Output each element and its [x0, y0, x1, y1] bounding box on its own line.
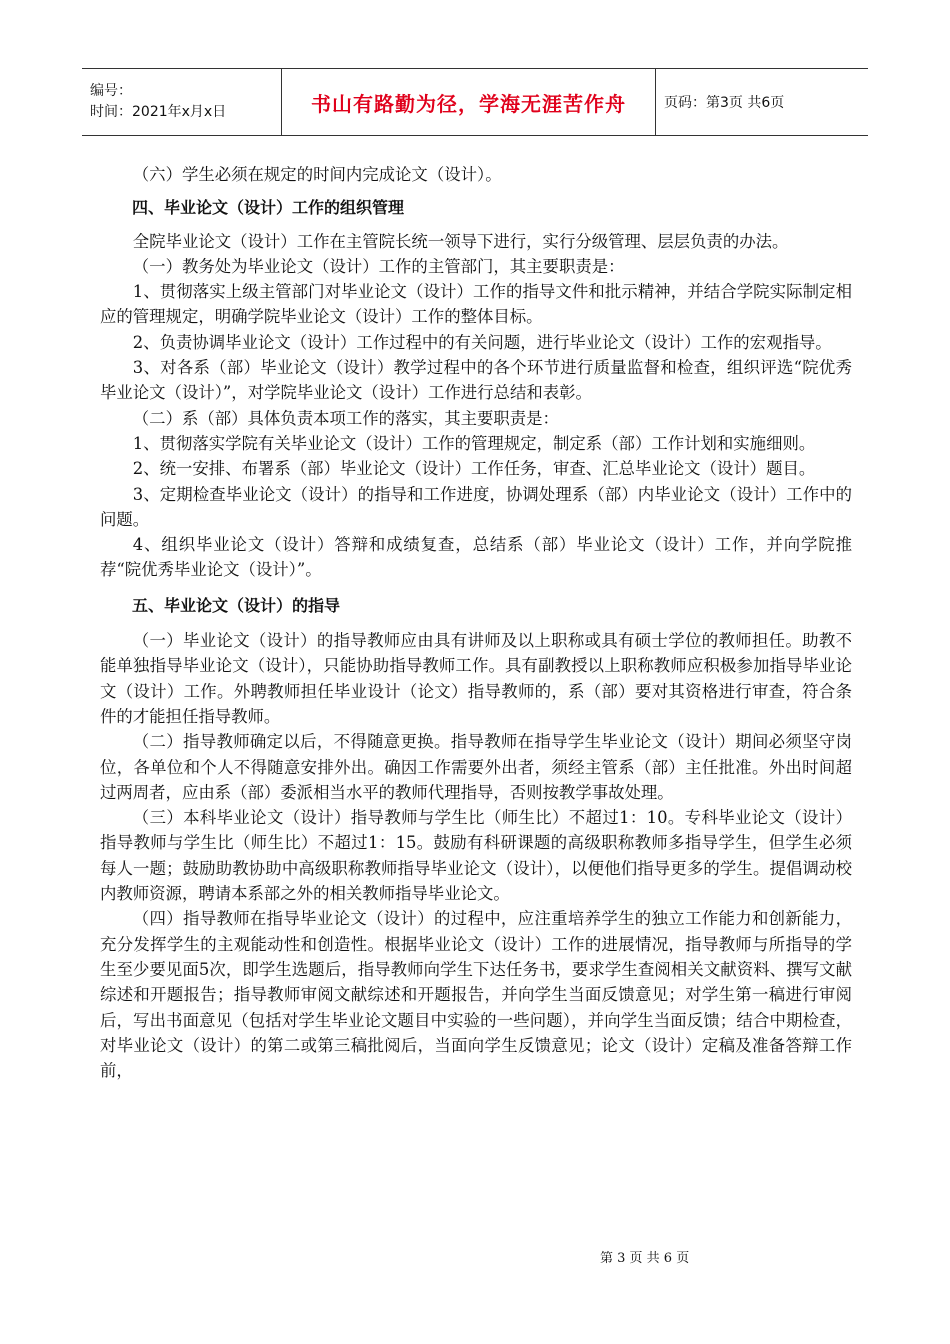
paragraph: （六）学生必须在规定的时间内完成论文（设计）。 [132, 165, 502, 184]
paragraph: 1、贯彻落实上级主管部门对毕业论文（设计）工作的指导文件和批示精神，并结合学院实际制定相应的管理规定，明确学院毕业论文（设计）工作的整体目标。 [100, 282, 852, 327]
paragraph: 3、对各系（部）毕业论文（设计）教学过程中的各个环节进行质量监督和检查，组织评选“院优秀毕业论文（设计）”，对学院毕业论文（设计）工作进行总结和表彰。 [100, 358, 852, 403]
paragraph: 4、组织毕业论文（设计）答辩和成绩复查，总结系（部）毕业论文（设计）工作，并向学院推荐“院优秀毕业论文（设计）”。 [100, 535, 852, 580]
paragraph: （三）本科毕业论文（设计）指导教师与学生比（师生比）不超过1：10。专科毕业论文（设计）指导教师与学生比（师生比）不超过1：15。鼓励有科研课题的高级职称教师多指导学生，但学生必须每人一题；鼓励助教协助中高级职称教师指导毕业论文（设计），以便他们指导更多的学生。提倡调动校内教师资源，聘请本系部之外的相关教师指导毕业论文。 [100, 808, 852, 904]
paragraph: （二）系（部）具体负责本项工作的落实，其主要职责是： [132, 408, 559, 428]
paragraph: 2、统一安排、布署系（部）毕业论文（设计）工作任务，审查、汇总毕业论文（设计）题目。 [132, 459, 816, 479]
paragraph: 全院毕业论文（设计）工作在主管院长统一领导下进行，实行分级管理、层层负责的办法。 [132, 231, 789, 251]
section-heading-4: 四、毕业论文（设计）工作的组织管理 [132, 198, 405, 218]
paragraph: （一）毕业论文（设计）的指导教师应由具有讲师及以上职称或具有硕士学位的教师担任。助教不能单独指导毕业论文（设计），只能协助指导教师工作。具有副教授以上职称教师应积极参加指导毕业论文（设计）工作。外聘教师担任毕业设计（论文）指导教师的，系（部）要对其资格进行审查，符合条件的才能担任指导教师。 [100, 631, 852, 726]
document-body [100, 162, 852, 1083]
header-page-info: 页码：第3页 共6页 [664, 95, 785, 111]
paragraph: （二）指导教师确定以后，不得随意更换。指导教师在指导学生毕业论文（设计）期间必须坚守岗位，各单位和个人不得随意安排外出。确因工作需要外出者，须经主管系（部）主任批准。外出时间超过两周者，应由系（部）委派相当水平的教师代理指导，否则按教学事故处理。 [100, 732, 852, 802]
page-footer: 第 3 页 共 6 页 [600, 1251, 690, 1266]
document-number: 编号： [90, 83, 132, 99]
document-time: 时间：2021年x月x日 [90, 104, 227, 120]
header-meta [82, 69, 282, 135]
page-header [82, 68, 868, 136]
paragraph: （一）教务处为毕业论文（设计）工作的主管部门，其主要职责是： [132, 256, 625, 276]
paragraph: 2、负责协调毕业论文（设计）工作过程中的有关问题，进行毕业论文（设计）工作的宏观指导。 [132, 332, 832, 352]
section-heading-5: 五、毕业论文（设计）的指导 [132, 595, 341, 615]
header-motto: 书山有路勤为径，学海无涯苦作舟 [282, 69, 656, 135]
paragraph: （四）指导教师在指导毕业论文（设计）的过程中，应注重培养学生的独立工作能力和创新能力，充分发挥学生的主观能动性和创造性。根据毕业论文（设计）工作的进展情况，指导教师与所指导的学生至少要见面5次，即学生选题后，指导教师向学生下达任务书，要求学生查阅相关文献资料、撰写文献综述和开题报告；指导教师审阅文献综述和开题报告，并向学生当面反馈意见；对学生第一稿进行审阅后，写出书面意见（包括对学生毕业论文题目中实验的一些问题），并向学生当面反馈；结合中期检查，对毕业论文（设计）的第二或第三稿批阅后，当面向学生反馈意见；论文（设计）定稿及准备答辩工作前， [100, 909, 852, 1081]
paragraph: 3、定期检查毕业论文（设计）的指导和工作进度，协调处理系（部）内毕业论文（设计）工作中的问题。 [100, 484, 852, 529]
paragraph: 1、贯彻落实学院有关毕业论文（设计）工作的管理规定，制定系（部）工作计划和实施细则。 [132, 433, 816, 453]
